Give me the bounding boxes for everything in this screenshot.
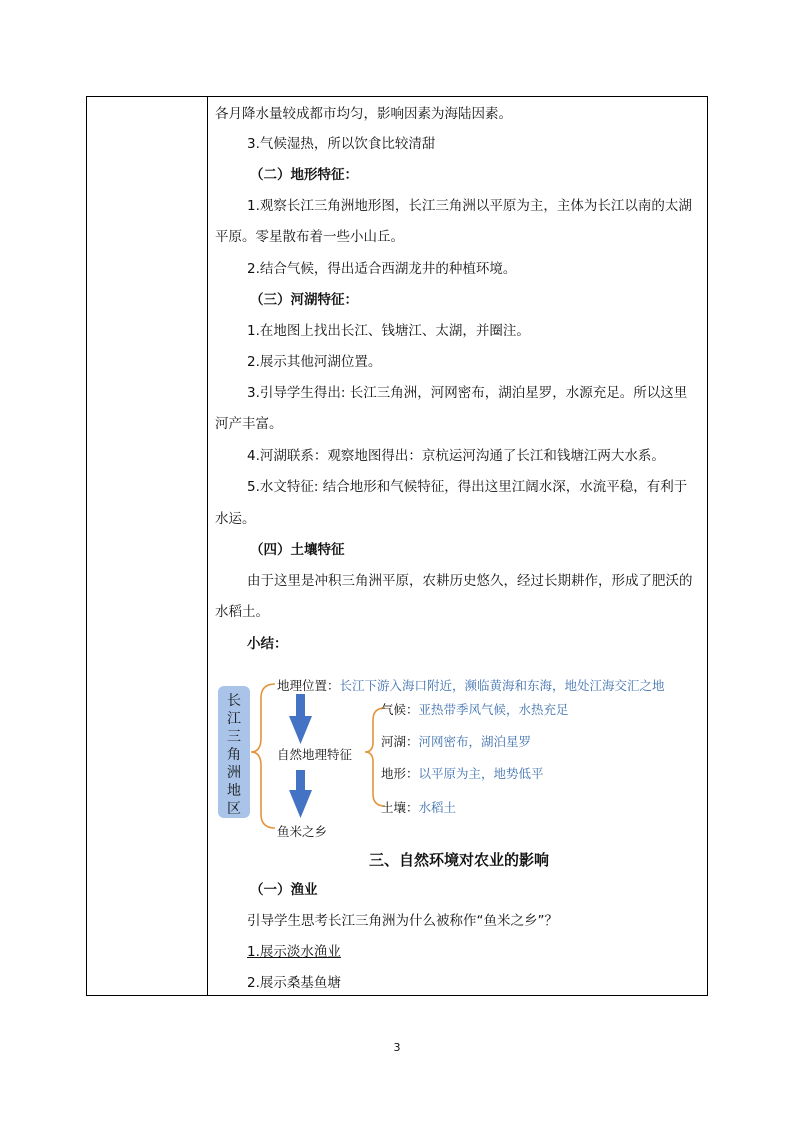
climate-label: 气候：	[381, 702, 419, 717]
text-line: 2.展示桑基鱼塘	[247, 975, 341, 991]
chapter-heading: 三、自然环境对农业的影响	[368, 851, 549, 869]
region-char: 区	[227, 801, 241, 817]
text-line: 水运。	[215, 511, 256, 527]
terrain-label: 地形：	[381, 766, 419, 781]
text-line: 引导学生思考长江三角洲为什么被称作“鱼米之乡”？	[247, 913, 558, 929]
text-line: 1.展示淡水渔业	[247, 944, 341, 960]
down-arrow	[289, 694, 312, 744]
region-char: 地	[227, 783, 241, 799]
text-line: 2.结合气候，得出适合西湖龙井的种植环境。	[247, 261, 517, 277]
soil-label: 土壤：	[381, 800, 419, 815]
text-line: 水稻土。	[215, 604, 269, 620]
text-line: 各月降水量较成都市均匀，影响因素为海陆因素。	[215, 106, 512, 122]
text-line: 由于这里是冲积三角洲平原，农耕历史悠久，经过长期耕作，形成了肥沃的	[247, 573, 693, 589]
region-char: 角	[227, 747, 241, 763]
down-arrow	[289, 770, 312, 818]
text-line: 1.在地图上找出长江、钱塘江、太湖，并圈注。	[247, 323, 530, 339]
rivers-value: 河网密布，湖泊星罗	[418, 734, 532, 749]
section-heading: （三）河湖特征：	[250, 292, 358, 308]
text-line: 河产丰富。	[215, 416, 283, 432]
natural-features-label: 自然地理特征	[277, 747, 353, 762]
text-line: 2.展示其他河湖位置。	[247, 354, 382, 370]
text-line: 3.气候湿热，所以饮食比较清甜	[247, 136, 436, 152]
text-line: 3.引导学生得出: 长江三角洲，河网密布，湖泊星罗，水源充足。所以这里	[247, 385, 688, 401]
soil-value: 水稻土	[418, 800, 457, 815]
lesson-table	[86, 96, 708, 996]
region-char: 洲	[227, 765, 241, 781]
region-char: 江	[227, 711, 241, 727]
page-number: 3	[393, 1041, 401, 1054]
summary-heading: 小结：	[247, 636, 288, 652]
climate-value: 亚热带季风气候，水热充足	[418, 702, 569, 717]
location-label: 地理位置：	[277, 678, 340, 693]
soil-row	[381, 798, 456, 816]
region-char: 长	[227, 693, 241, 709]
terrain-value: 以平原为主，地势低平	[418, 766, 544, 781]
terrain-row	[381, 764, 544, 782]
text-line: 1.观察长江三角洲地形图，长江三角洲以平原为主，主体为长江以南的太湖	[247, 198, 692, 214]
result-label: 鱼米之乡	[277, 824, 328, 839]
summary-diagram	[215, 672, 705, 842]
section-heading: （二）地形特征：	[250, 167, 358, 183]
rivers-row	[381, 732, 531, 750]
text-line: 平原。零星散布着一些小山丘。	[215, 229, 404, 245]
location-row	[277, 676, 665, 694]
column-divider	[207, 97, 208, 995]
region-char: 三	[227, 729, 241, 745]
rivers-label: 河湖：	[381, 734, 419, 749]
text-line: 5.水文特征: 结合地形和气候特征，得出这里江阔水深，水流平稳，有利于	[247, 479, 688, 495]
climate-row	[381, 700, 569, 718]
text-line: 4.河湖联系：观察地图得出：京杭运河沟通了长江和钱塘江两大水系。	[247, 448, 665, 464]
location-value: 长江下游入海口附近，濒临黄海和东海，地处江海交汇之地	[339, 678, 665, 693]
sub-brace	[365, 708, 385, 806]
section-heading: （一）渔业	[250, 882, 318, 898]
section-heading: （四）土壤特征	[250, 542, 345, 558]
main-brace	[251, 684, 275, 828]
